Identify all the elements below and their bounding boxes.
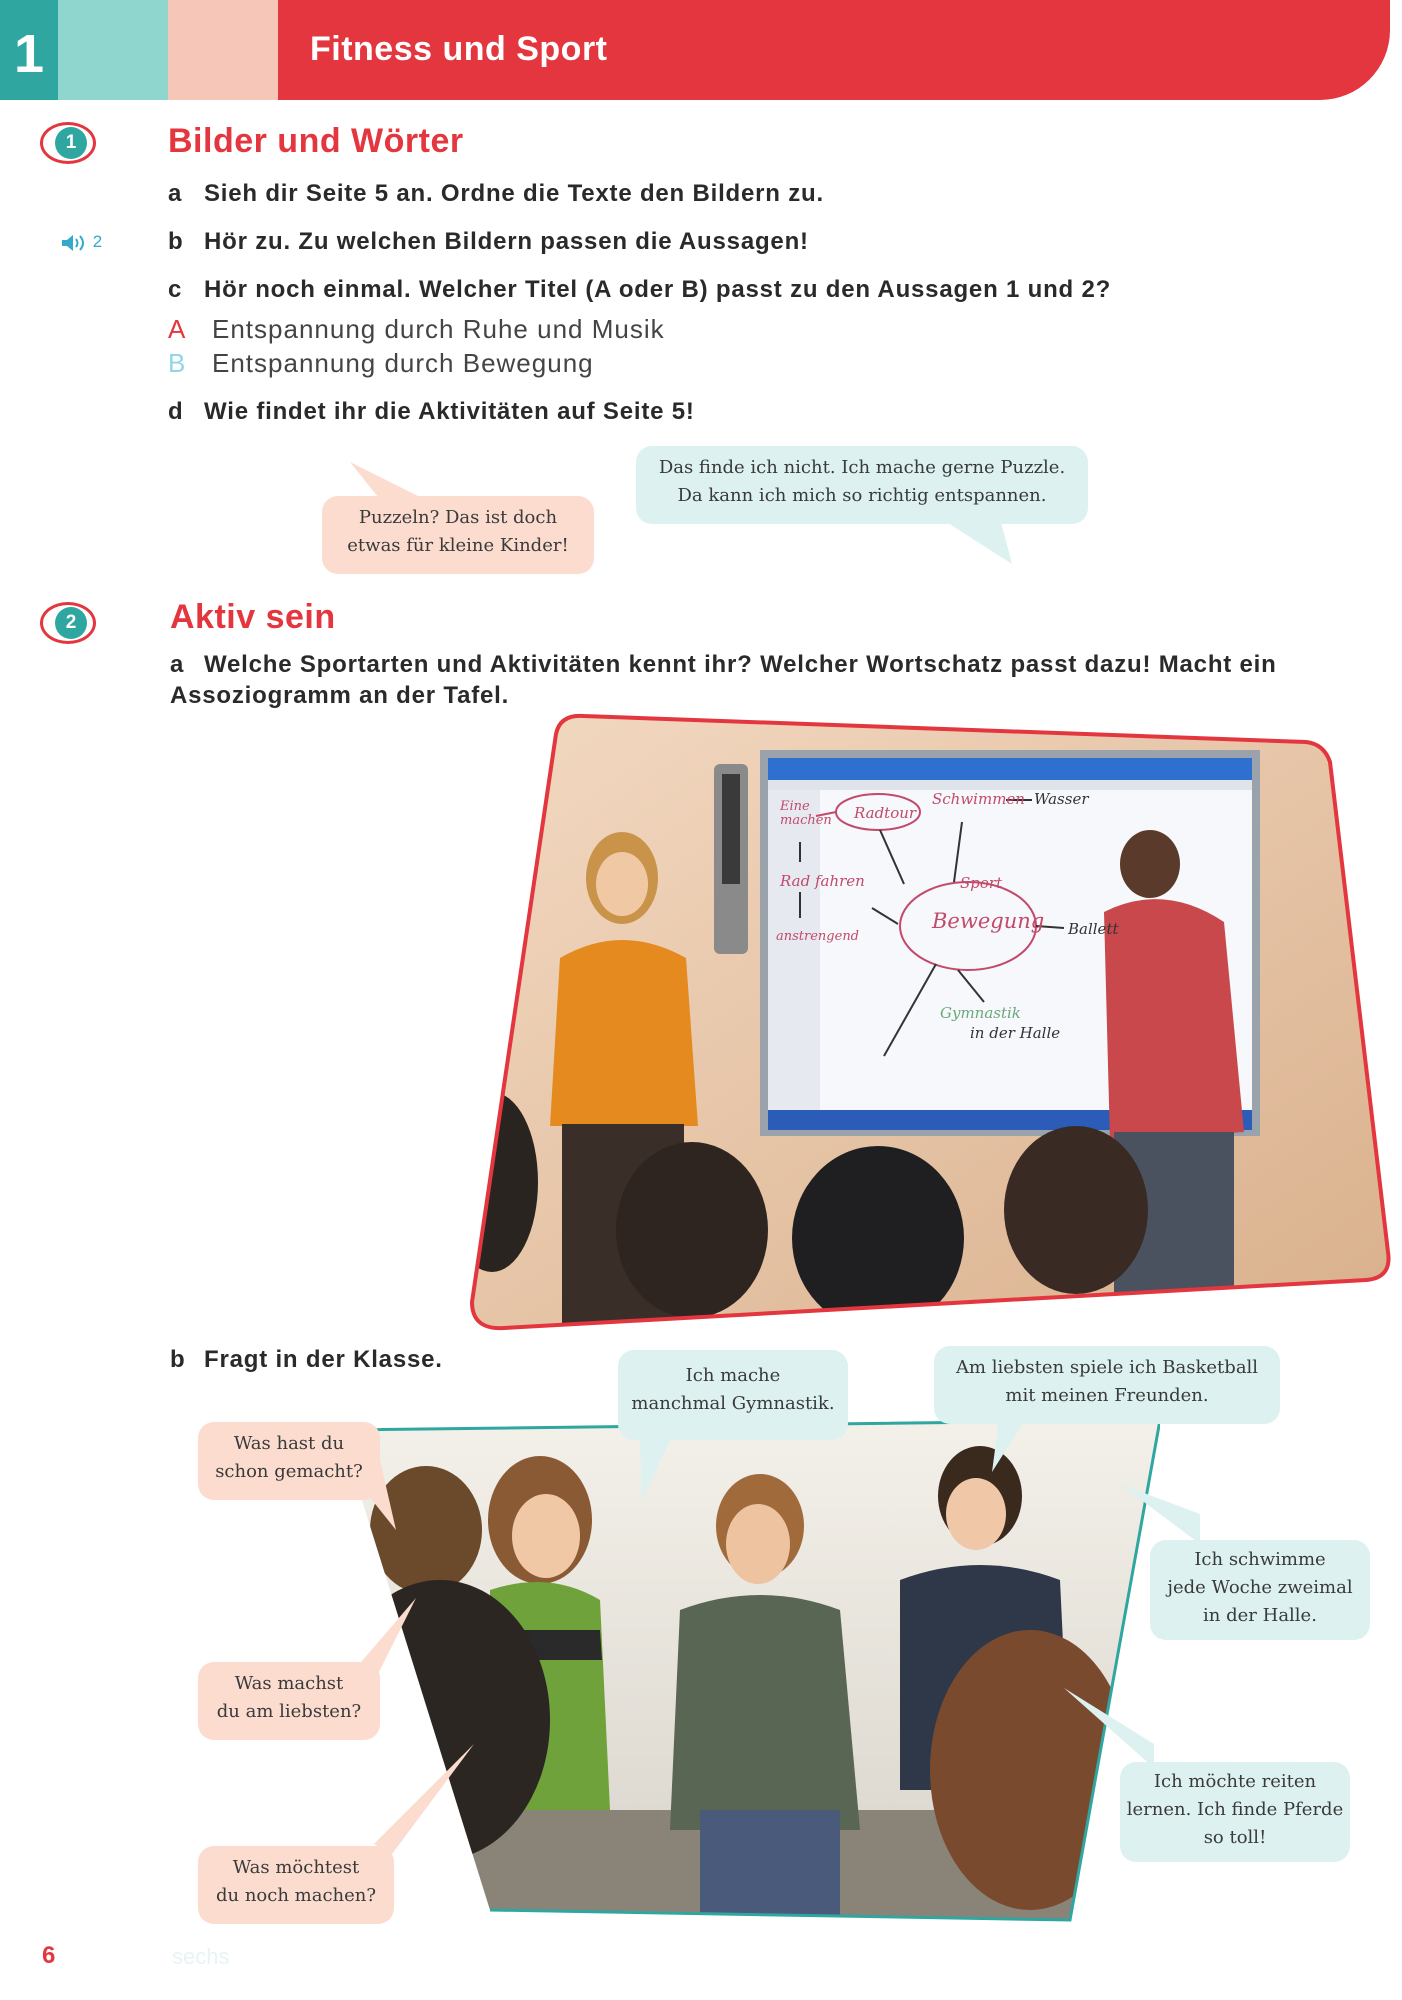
task-2a [170,648,1392,682]
task-text-line1: Welche Sportarten und Aktivitäten kennt ihr? Welcher Wortschatz passt dazu! Macht ein [204,651,1277,678]
bubble-relax-comment [636,446,1088,524]
option-text-a: Entspannung durch Ruhe und Musik [212,314,665,344]
bubble-line: schon gemacht? [215,1460,363,1482]
task-2b [170,1346,443,1374]
task-letter: a [168,180,183,207]
bubble-line: du am liebsten? [216,1700,362,1722]
board-word-schwimmen: Schwimmen [932,790,1025,808]
board-word-center-top: Sport [960,874,1003,892]
task-text: Wie findet ihr die Aktivitäten auf Seite 5! [204,398,695,425]
bubble-line: Am liebsten spiele ich Basketball [955,1357,1259,1378]
classroom-whiteboard-photo [464,712,1392,1332]
board-word-eine-1: Eine [780,799,810,814]
bubble-line: lernen. Ich finde Pferde [1126,1798,1344,1820]
option-letter-b: B [168,348,187,378]
task-2a-cont [170,682,509,710]
bubble-question-favorite [198,1662,380,1740]
board-word-center: Bewegung [932,909,1045,933]
task-letter: b [168,228,184,255]
board-word-ballett: Ballett [1068,920,1119,938]
task-1d [168,398,695,426]
section-number-2: 2 [55,607,87,639]
section-badge-1 [40,122,96,164]
audio-track-number: 2 [92,232,103,251]
bubble-question-done [198,1422,380,1500]
task-1c [168,276,1111,304]
bubble-line: Puzzeln? Das ist doch [358,507,558,528]
bubble-line: manchmal Gymnastik. [631,1392,835,1414]
option-a [168,314,665,345]
bubble-answer-riding [1120,1762,1350,1862]
bubble-line: so toll! [1203,1826,1267,1848]
bubble-line: in der Halle. [1203,1604,1317,1626]
option-letter-a: A [168,314,187,344]
board-word-radtour: Radtour [854,804,917,822]
bubble-line: Was hast du [233,1433,345,1454]
task-text: Sieh dir Seite 5 an. Ordne die Texte den Bildern zu. [204,180,824,207]
bubble-tail-gym [640,1440,700,1500]
section-badge-2 [40,602,96,644]
bubble-answer-gymnastics [618,1350,848,1440]
bubble-line: etwas für kleine Kinder! [347,534,569,556]
bubble-tail-relax [940,518,1020,564]
chapter-title: Fitness und Sport [310,30,608,68]
bubble-line: Was möchtest [232,1857,360,1878]
task-1a [168,180,824,208]
page-number-word: sechs [172,1944,230,1969]
board-word-radfahren: Rad fahren [780,872,865,890]
header-color-block-pink [168,0,278,100]
bubble-tail-q3 [374,1744,474,1854]
speaker-icon [60,233,88,253]
board-word-halle: in der Halle [970,1024,1061,1042]
board-word-anstrengend: anstrengend [776,929,860,944]
task-text: Fragt in der Klasse. [204,1346,443,1373]
task-letter: b [170,1346,186,1373]
section-title-2: Aktiv sein [170,598,336,636]
bubble-line: Was machst [234,1673,344,1694]
bubble-answer-swimming [1150,1540,1370,1640]
bubble-tail-ride [1064,1688,1154,1768]
bubble-line: Da kann ich mich so richtig entspannen. [677,484,1047,506]
page-number: 6 [42,1942,56,1969]
bubble-tail-swim [1120,1484,1200,1544]
bubble-question-future [198,1846,394,1924]
bubble-line: Ich schwimme [1194,1549,1326,1570]
task-text-line2: Assoziogramm an der Tafel. [170,682,510,709]
task-text: Hör noch einmal. Welcher Titel (A oder B) passt zu den Aussagen 1 und 2? [204,276,1112,303]
bubble-line: mit meinen Freunden. [1005,1384,1209,1406]
board-word-wasser: Wasser [1034,790,1089,808]
option-text-b: Entspannung durch Bewegung [212,348,594,378]
bubble-line: du noch machen? [215,1884,377,1906]
board-word-gymnastik: Gymnastik [940,1004,1021,1022]
bubble-answer-basketball [934,1346,1280,1424]
audio-track-indicator[interactable] [60,232,102,253]
bubble-puzzle-comment [322,496,594,574]
bubble-line: Das finde ich nicht. Ich mache gerne Puzzle. [658,457,1066,478]
task-text: Hör zu. Zu welchen Bildern passen die Aussagen! [204,228,809,255]
task-letter: a [170,651,185,678]
section-number-1: 1 [55,127,87,159]
header-color-block-teal [58,0,168,100]
chapter-number: 1 [0,0,58,100]
option-b [168,348,594,379]
section-title-1: Bilder und Wörter [168,122,464,160]
task-letter: c [168,276,183,303]
bubble-line: Ich möchte reiten [1153,1771,1317,1792]
task-letter: d [168,398,184,425]
bubble-line: Ich mache [685,1365,781,1386]
board-word-eine-2: machen [780,813,832,828]
task-1b [168,228,809,256]
bubble-line: jede Woche zweimal [1167,1576,1353,1598]
